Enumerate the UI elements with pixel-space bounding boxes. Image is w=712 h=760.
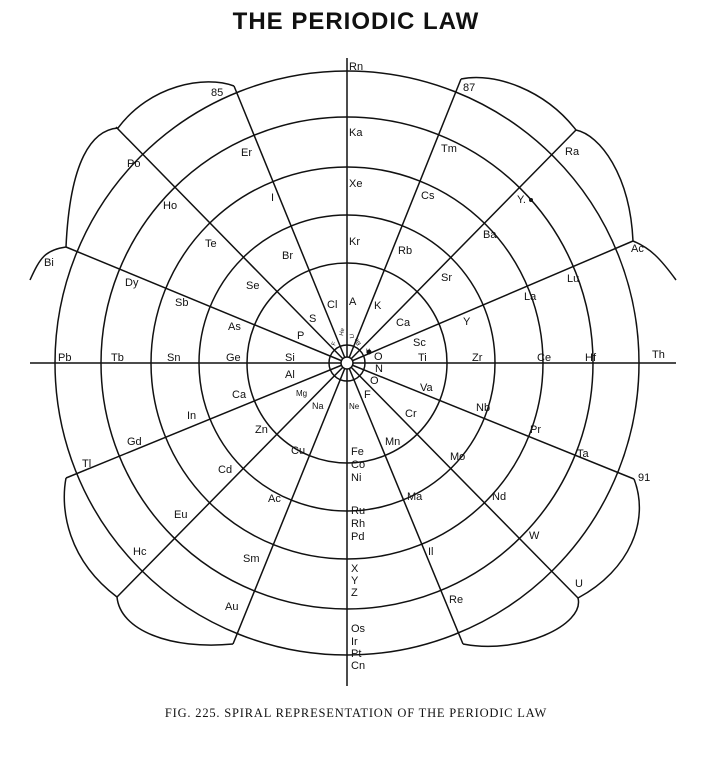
label-ac1: Ac	[631, 243, 644, 255]
label-nb: Nb	[476, 402, 491, 414]
label-xe: Xe	[349, 178, 363, 190]
label-na: Na	[312, 401, 324, 411]
spoke-e-up	[347, 241, 633, 363]
label-a: A	[349, 296, 357, 308]
label-s: S	[309, 313, 317, 325]
label-cr: Cr	[405, 408, 417, 420]
label-ca1: Ca	[396, 317, 411, 329]
label-cs: Cs	[421, 190, 435, 202]
label-ru: Ru	[351, 505, 366, 517]
label-va: Va	[420, 382, 433, 394]
figure-caption: FIG. 225. SPIRAL REPRESENTATION OF THE PERIODIC LAW	[164, 706, 548, 720]
label-as: As	[228, 321, 241, 333]
label-th: Th	[652, 349, 665, 361]
center-label-1: F	[331, 341, 339, 347]
label-sn: Sn	[167, 352, 181, 364]
label-x: X	[351, 563, 359, 575]
label-pd: Pd	[351, 531, 365, 543]
label-cd: Cd	[218, 464, 233, 476]
label-cu: Cu	[291, 445, 306, 457]
label-hc: Hc	[133, 546, 147, 558]
label-kr: Kr	[349, 236, 360, 248]
label-br: Br	[282, 250, 293, 262]
label-hf: Hf	[585, 352, 596, 364]
label-mo: Mo	[450, 451, 466, 463]
spoke-nw	[234, 86, 347, 363]
center-label-4: Be	[353, 336, 363, 346]
label-n: N	[375, 363, 383, 375]
label-co: Co	[351, 459, 366, 471]
label-tb: Tb	[111, 352, 124, 364]
label-rb: Rb	[398, 245, 413, 257]
label-cl: Cl	[327, 299, 338, 311]
label-bi: Bi	[44, 257, 54, 269]
label-po: Po	[127, 158, 141, 170]
center-label-3: Li	[349, 333, 356, 339]
spoke-e-down	[347, 363, 634, 479]
label-in: In	[187, 410, 197, 422]
yb-dot	[529, 198, 533, 202]
label-ta: Ta	[577, 448, 589, 460]
label-rh: Rh	[351, 518, 366, 530]
label-tl: Tl	[82, 458, 92, 470]
label-dy: Dy	[125, 277, 139, 289]
label-pt: Pt	[351, 648, 362, 660]
label-pr: Pr	[530, 424, 541, 436]
label-i: I	[271, 192, 275, 204]
label-ra: Ra	[565, 146, 580, 158]
center-label-5: H	[366, 349, 371, 355]
label-91: 91	[638, 472, 651, 484]
label-yb: Y.	[517, 194, 526, 206]
center-label-2: He	[339, 327, 347, 337]
label-o: O	[374, 351, 383, 363]
label-u: U	[575, 578, 583, 590]
label-z: Z	[351, 587, 358, 599]
label-os: Os	[351, 623, 366, 635]
label-k: K	[374, 300, 382, 312]
label-ni: Ni	[351, 472, 362, 484]
label-y: Y	[463, 316, 471, 328]
label-sr: Sr	[441, 272, 452, 284]
label-si: Si	[285, 352, 295, 364]
label-p: P	[297, 330, 305, 342]
label-sc: Sc	[413, 337, 426, 349]
label-nd: Nd	[492, 491, 507, 503]
label-zr: Zr	[472, 352, 483, 364]
label-ka: Ka	[349, 127, 363, 139]
label-ba: Ba	[483, 229, 497, 241]
label-re: Re	[449, 594, 464, 606]
label-cn: Cn	[351, 660, 366, 672]
label-sm: Sm	[243, 553, 260, 565]
figure-title: THE PERIODIC LAW	[232, 8, 480, 35]
label-te: Te	[205, 238, 217, 250]
label-mn: Mn	[385, 436, 401, 448]
label-il: Il	[428, 546, 434, 558]
label-ge: Ge	[226, 352, 241, 364]
spoke-se	[347, 363, 578, 598]
center-hub	[341, 357, 353, 369]
label-ac2: Ac	[268, 493, 281, 505]
label-ce: Ce	[537, 352, 552, 364]
label-eu: Eu	[174, 509, 188, 521]
label-f: F	[364, 389, 371, 401]
label-yy: Y	[351, 575, 359, 587]
label-gd: Gd	[127, 436, 142, 448]
label-rn: Rn	[349, 61, 364, 73]
label-w: W	[529, 530, 540, 542]
label-se: Se	[246, 280, 260, 292]
label-tm: Tm	[441, 143, 457, 155]
label-lu: Lu	[567, 273, 580, 285]
label-er: Er	[241, 147, 252, 159]
label-ma: Ma	[407, 491, 423, 503]
label-al: Al	[285, 369, 295, 381]
label-87: 87	[463, 82, 476, 94]
label-85: 85	[211, 87, 224, 99]
label-zn: Zn	[255, 424, 268, 436]
label-fe: Fe	[351, 446, 364, 458]
label-o2: O	[370, 375, 379, 387]
label-ti: Ti	[418, 352, 427, 364]
label-mg: Mg	[296, 389, 308, 398]
label-pb: Pb	[58, 352, 72, 364]
label-sb: Sb	[175, 297, 189, 309]
label-la: La	[524, 291, 537, 303]
label-au: Au	[225, 601, 239, 613]
label-ir: Ir	[351, 636, 358, 648]
spoke-ne2	[347, 130, 576, 363]
label-ho: Ho	[163, 200, 178, 212]
label-ne: Ne	[349, 402, 360, 411]
label-ca2: Ca	[232, 389, 247, 401]
